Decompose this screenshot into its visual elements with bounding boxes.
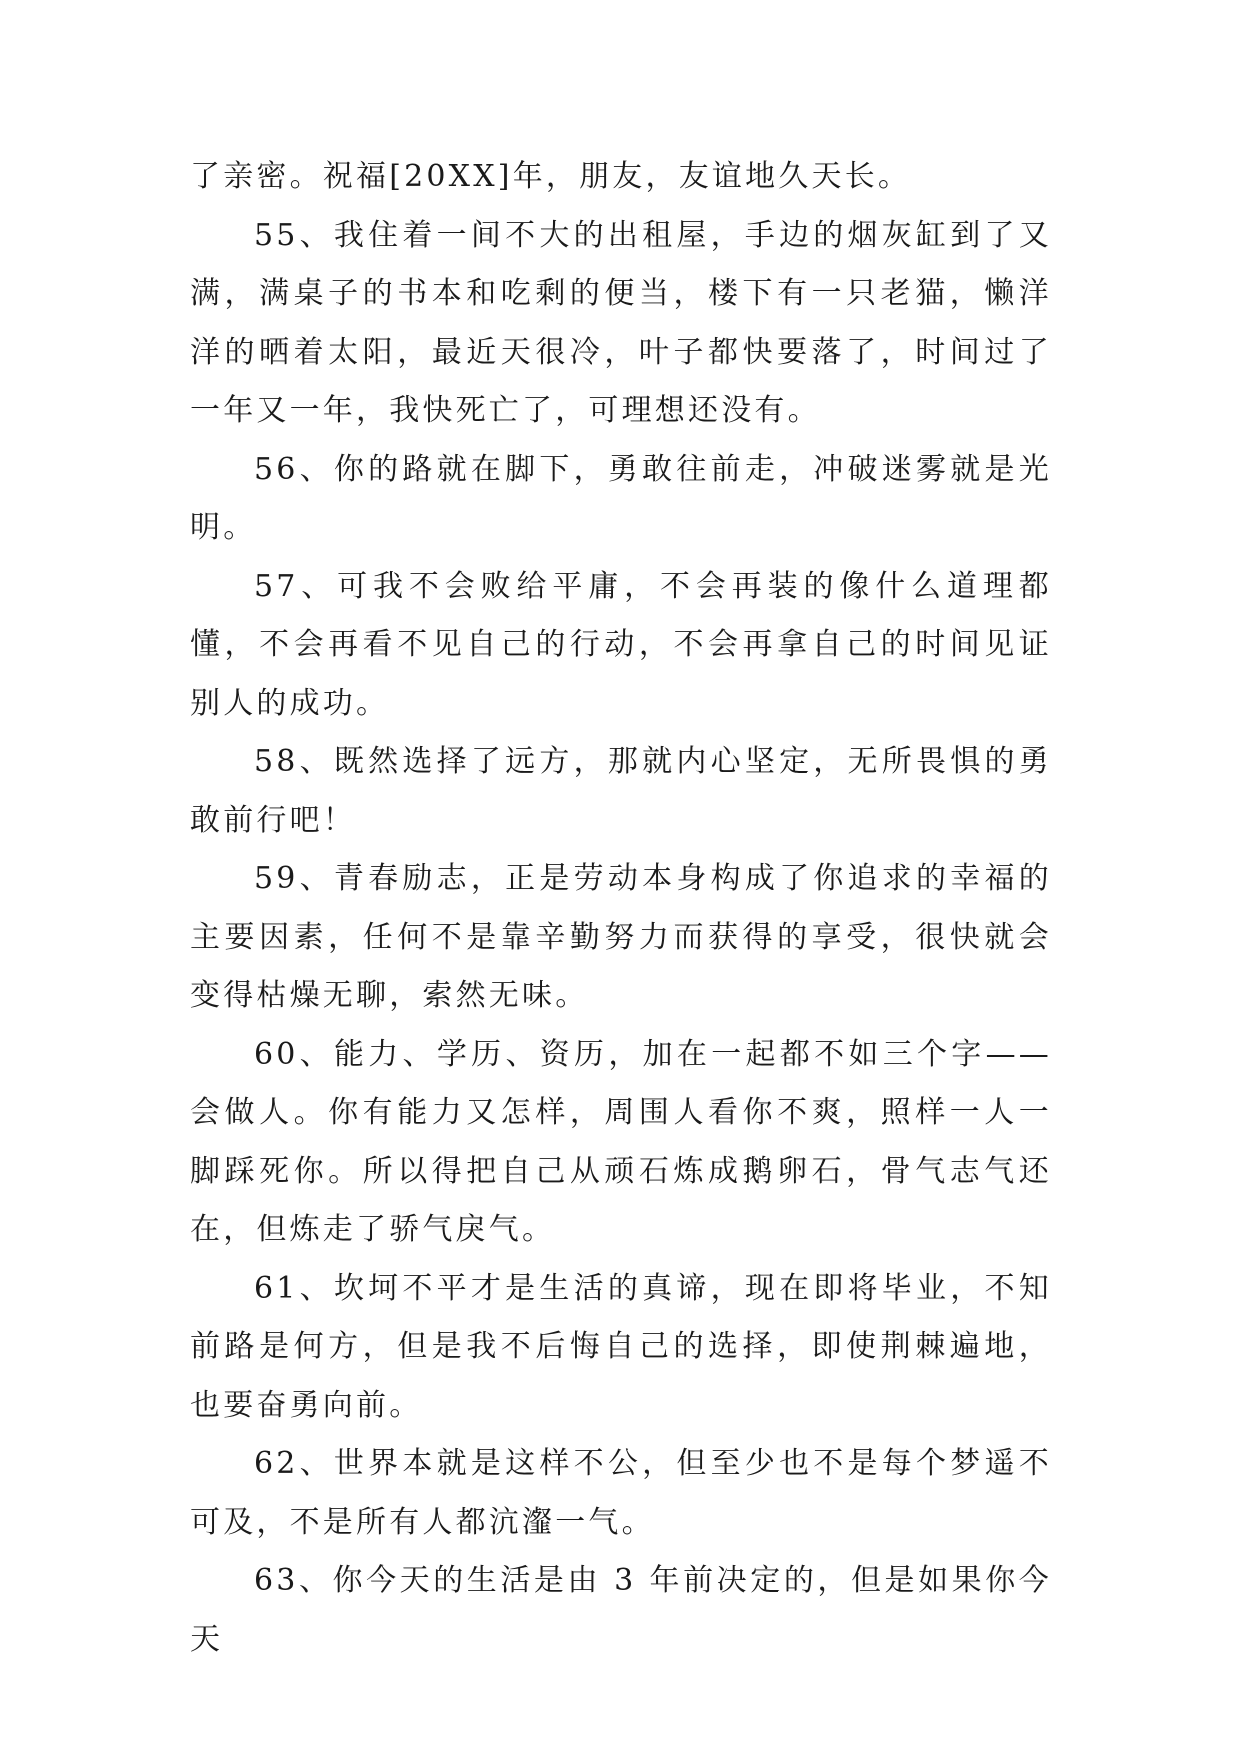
paragraph-56: 56、你的路就在脚下，勇敢往前走，冲破迷雾就是光明。 [190, 451, 1052, 545]
paragraph-61: 61、坎坷不平才是生活的真谛，现在即将毕业，不知前路是何方，但是我不后悔自己的选择，即使荆棘遍地，也要奋勇向前。 [190, 1270, 1052, 1423]
paragraph-58: 58、既然选择了远方，那就内心坚定，无所畏惧的勇敢前行吧！ [190, 744, 1052, 838]
paragraph-57: 57、可我不会败给平庸，不会再装的像什么道理都懂，不会再看不见自己的行动，不会再拿自己的时间见证别人的成功。 [190, 568, 1052, 721]
paragraph-63: 63、你今天的生活是由 3 年前决定的，但是如果你今天 [190, 1563, 1052, 1657]
paragraph-59: 59、青春励志，正是劳动本身构成了你追求的幸福的主要因素，任何不是靠辛勤努力而获得的享受，很快就会变得枯燥无聊，索然无味。 [190, 861, 1052, 1013]
paragraph-55: 55、我住着一间不大的出租屋，手边的烟灰缸到了又满，满桌子的书本和吃剩的便当，楼下有一只老猫，懒洋洋的晒着太阳，最近天很冷，叶子都快要落了，时间过了一年又一年，我快死亡了，可理想还没有。 [190, 217, 1052, 428]
document-body [190, 148, 1052, 1669]
paragraph-continued: 了亲密。祝福[20XX]年，朋友，友谊地久天长。 [190, 159, 912, 194]
paragraph-62: 62、世界本就是这样不公，但至少也不是每个梦遥不可及，不是所有人都沆瀣一气。 [190, 1446, 1052, 1540]
paragraph-60: 60、能力、学历、资历，加在一起都不如三个字——会做人。你有能力又怎样，周围人看你不爽，照样一人一脚踩死你。所以得把自己从顽石炼成鹅卵石，骨气志气还在，但炼走了骄气戾气。 [190, 1036, 1052, 1247]
